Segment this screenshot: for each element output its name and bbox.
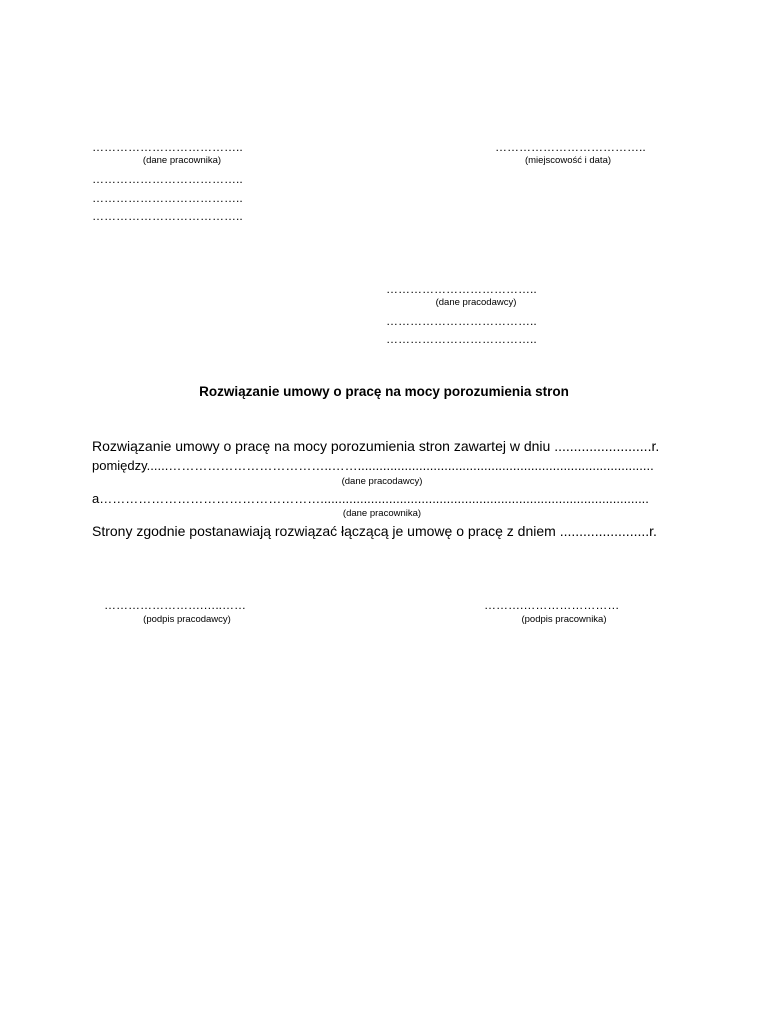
paragraph-line-2: pomiędzy......………………………………..……..................................................................................	[92, 458, 654, 473]
place-date-line: ………………………………..	[495, 140, 646, 154]
employee-data-line-2: ………………………………..	[92, 172, 243, 186]
employer-signature-line: …………………….…..……	[104, 598, 247, 612]
employer-signature-caption: (podpis pracodawcy)	[143, 614, 231, 625]
paragraph-line-3: a……………………………………………...........................................................................................	[92, 491, 649, 506]
employer-data-line-1: ………………………………..	[386, 282, 537, 296]
employee-data-line-4: ………………………………..	[92, 209, 243, 223]
employer-data-line-2: ………………………………..	[386, 314, 537, 328]
paragraph-line-1: Rozwiązanie umowy o pracę na mocy porozumienia stron zawartej w dniu .........................r.	[92, 438, 660, 454]
paragraph-line-4: Strony zgodnie postanawiają rozwiązać łączącą je umowę o pracę z dniem .......................r.	[92, 523, 657, 539]
caption-employer-data: (dane pracodawcy)	[341, 476, 423, 487]
employer-data-line-3: ………………………………..	[386, 332, 537, 346]
employee-data-line-1: ………………………………..	[92, 140, 243, 154]
employee-signature-caption: (podpis pracownika)	[521, 614, 607, 625]
employee-data-caption: (dane pracownika)	[142, 155, 222, 166]
employer-data-caption: (dane pracodawcy)	[435, 297, 517, 308]
employee-data-line-3: ………………………………..	[92, 191, 243, 205]
caption-employee-data: (dane pracownika)	[342, 508, 422, 519]
employee-signature-line: ……….……………………	[484, 598, 620, 612]
place-date-caption: (miejscowość i data)	[524, 155, 612, 166]
document-title: Rozwiązanie umowy o pracę na mocy porozumienia stron	[199, 384, 569, 399]
